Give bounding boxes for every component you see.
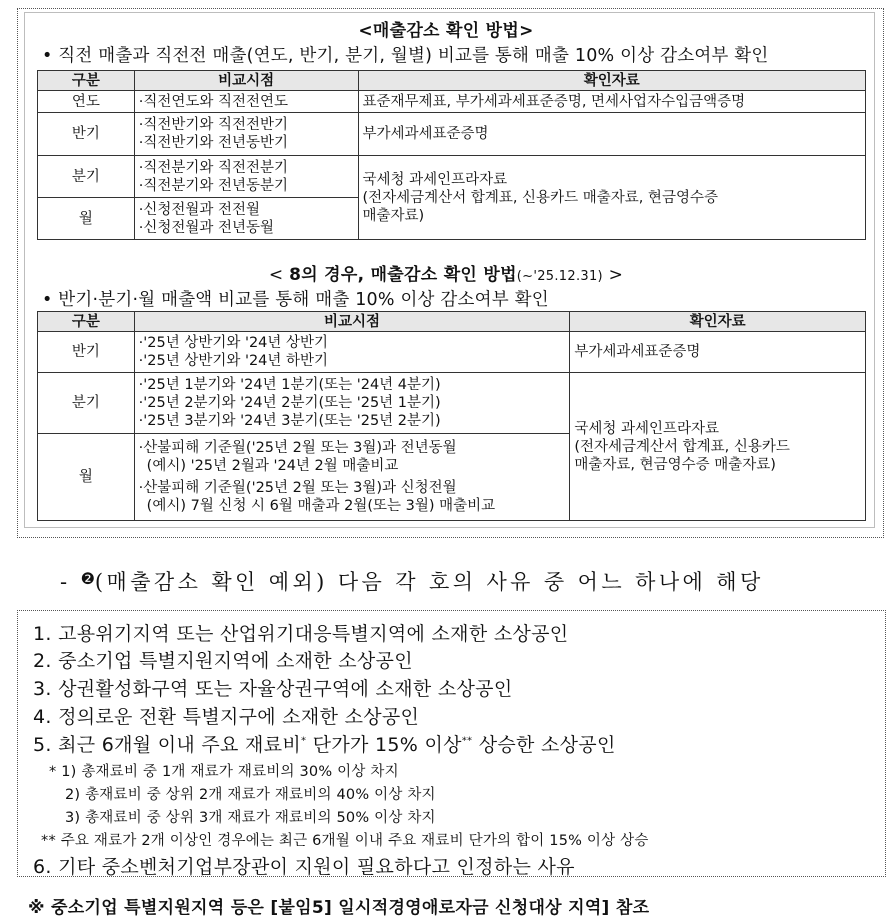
section2-title [0,260,892,285]
title-period: (~'25.12.31) [516,269,603,284]
title-main: 8의 경우, 매출감소 확인 방법 [289,265,517,285]
compare-line: ·신청전월과 전전월 [138,201,261,218]
section1-title: <매출감소 확인 방법> [358,21,534,41]
exception-item: 4. 정의로운 전환 특별지구에 소재한 소상공인 [33,706,420,728]
exception-item: 3. 상권활성화구역 또는 자율상권구역에 소재한 소상공인 [33,678,513,700]
compare-line: ·직전분기와 전년동분기 [138,177,289,194]
section1-bullet: • 직전 매출과 직전전 매출(연도, 반기, 분기, 월별) 비교를 통해 매출 10% 이상 감소여부 확인 [42,46,769,66]
row-compare [134,332,570,373]
item5-text-b: 단가가 15% 이상 [306,734,462,756]
compare-example-line: (예시) 7월 신청 시 6월 매출과 2월(또는 3월) 매출비교 [146,498,496,514]
row-compare [134,91,358,113]
section2-table [37,311,866,521]
row-compare [134,434,570,521]
row-compare [134,373,570,434]
compare-line: ·산불피해 기준월('25년 2월 또는 3월)과 신청전월 [138,480,457,496]
compare-example-line: (예시) '25년 2월과 '24년 2월 매출비교 [146,458,399,474]
row-compare [134,113,358,156]
header-material: 확인자료 [358,71,866,91]
row-compare [134,156,358,198]
row-category: 반기 [38,332,135,373]
compare-line: ·직전반기와 직전전반기 [138,117,289,133]
material-line: (전자세금계산서 합계표, 신용카드 매출자료, 현금영수증 [362,189,718,206]
compare-line: ·'25년 2분기와 '24년 2분기(또는 '25년 1분기) [138,395,441,411]
table-row [38,373,866,434]
title-bracket-close: > [602,265,624,285]
row-compare [134,198,358,240]
compare-line: ·'25년 1분기와 '24년 1분기(또는 '24년 4분기) [138,377,441,393]
section1-table [37,70,866,240]
table-header-row [38,71,866,91]
exception-item: 6. 기타 중소벤처기업부장관이 지원이 필요하다고 인정하는 사유 [33,856,575,878]
header-compare: 비교시점 [134,71,358,91]
header-category: 구분 [38,312,135,332]
exception-item-5 [33,730,616,757]
row-category: 연도 [38,91,135,113]
header-category: 구분 [38,71,135,91]
footnote-line: 3) 총재료비 중 상위 3개 재료가 재료비의 50% 이상 차지 [65,810,436,826]
row-category: 월 [38,198,135,240]
material-line: 매출자료, 현금영수증 매출자료) [574,456,776,473]
footnote-line: * 1) 총재료비 중 1개 재료가 재료비의 30% 이상 차지 [49,764,399,780]
row-material: 부가세과세표준증명 [358,113,866,156]
row-category: 분기 [38,373,135,434]
heading-dash: - [60,570,81,594]
item5-text-c: 상승한 소상공인 [472,734,616,756]
row-category: 반기 [38,113,135,156]
item5-sup-2: ** [461,735,473,747]
header-compare: 비교시점 [134,312,570,332]
compare-line: ·'25년 상반기와 '24년 하반기 [138,353,329,369]
material-line: 국세청 과세인프라자료 [362,171,508,188]
material-line: 매출자료) [362,207,425,224]
compare-line: ·'25년 3분기와 '24년 3분기(또는 '25년 2분기) [138,413,441,429]
row-material [358,156,866,240]
table-row [38,113,866,156]
section2-bullet: • 반기·분기·월 매출액 비교를 통해 매출 10% 이상 감소여부 확인 [42,290,549,310]
table-row [38,91,866,113]
exception-heading [60,566,764,596]
item5-text-a: 5. 최근 6개월 이내 주요 재료비 [33,734,302,756]
compare-line: ·신청전월과 전년동월 [138,219,275,236]
table-row [38,156,866,198]
compare-line: ·'25년 상반기와 '24년 상반기 [138,335,329,351]
table-header-row [38,312,866,332]
heading-text: (매출감소 확인 예외) 다음 각 호의 사유 중 어느 하나에 해당 [94,570,764,594]
row-material [570,373,866,521]
exception-item: 1. 고용위기지역 또는 산업위기대응특별지역에 소재한 소상공인 [33,623,569,645]
row-material: 표준재무제표, 부가세과세표준증명, 면세사업자수입금액증명 [358,91,866,113]
compare-line: ·직전분기와 직전전분기 [138,159,289,176]
exception-item: 2. 중소기업 특별지원지역에 소재한 소상공인 [33,650,413,672]
table-row [38,332,866,373]
material-line: (전자세금계산서 합계표, 신용카드 [574,438,790,455]
reference-note: ※ 중소기업 특별지원지역 등은 [붙임5] 일시적경영애로자금 신청대상 지역] 참조 [28,898,650,918]
header-material: 확인자료 [570,312,866,332]
row-category: 월 [38,434,135,521]
compare-line: ·산불피해 기준월('25년 2월 또는 3월)과 전년동월 [138,440,457,456]
title-bracket-open: < [268,265,290,285]
row-category: 분기 [38,156,135,198]
footnote-line: ** 주요 재료가 2개 이상인 경우에는 최근 6개월 이내 주요 재료비 단가의 합이 15% 이상 상승 [41,833,649,849]
row-material: 부가세과세표준증명 [570,332,866,373]
footnote-line: 2) 총재료비 중 상위 2개 재료가 재료비의 40% 이상 차지 [65,787,436,803]
item5-sup-1: * [301,735,307,747]
material-line: 국세청 과세인프라자료 [574,420,720,437]
compare-line: ·직전연도와 직전전연도 [138,93,289,110]
compare-line: ·직전반기와 전년동반기 [138,135,289,151]
circled-two-icon: ❷ [80,569,95,588]
